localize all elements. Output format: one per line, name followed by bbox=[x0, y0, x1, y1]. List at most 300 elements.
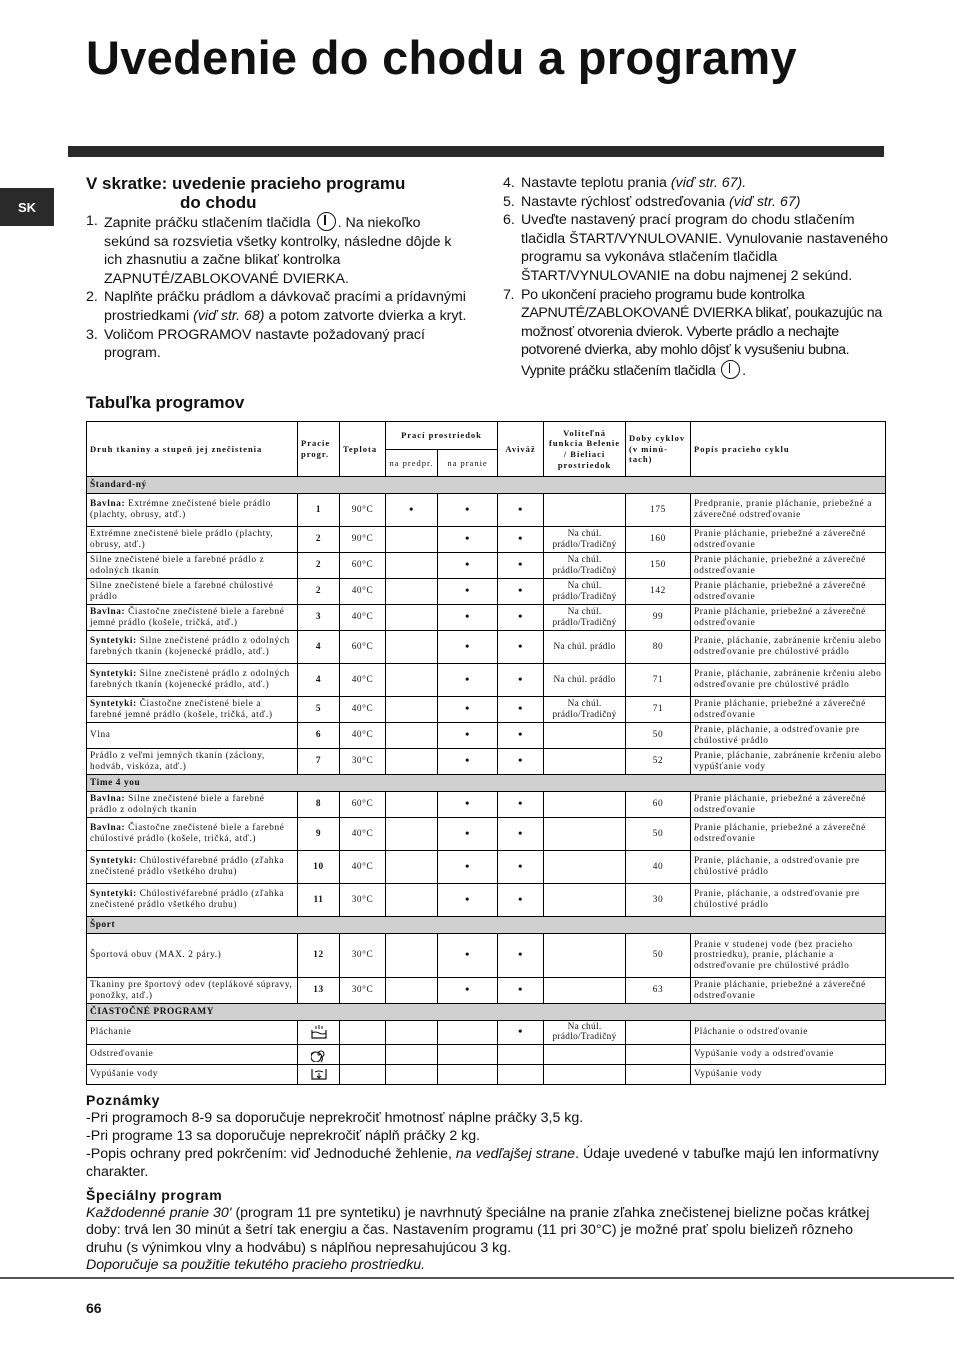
rinse-icon bbox=[298, 1021, 340, 1045]
notes-heading: Poznámky bbox=[86, 1092, 161, 1108]
table-row bbox=[87, 934, 886, 978]
bullet-mark: • bbox=[465, 531, 470, 546]
duration: 160 bbox=[626, 527, 691, 553]
wash-cell bbox=[438, 749, 498, 775]
fabric-category: Syntetyki: bbox=[90, 636, 137, 647]
fabric-cell: Pláchanie bbox=[87, 1021, 298, 1045]
description: Vypúšanie vody a odstreďovanie bbox=[691, 1044, 886, 1064]
steps-list-1 bbox=[86, 212, 470, 363]
header-program: Pracie progr. bbox=[298, 422, 340, 477]
table-row bbox=[87, 1044, 886, 1064]
bullet-mark: • bbox=[465, 796, 470, 811]
bullet-mark: • bbox=[518, 982, 523, 997]
duration: 30 bbox=[626, 884, 691, 917]
bullet-mark: • bbox=[465, 825, 470, 840]
fabric-text: Čiastočne znečistené biele a farebné jemné prádlo (košele, tričká, atď.) bbox=[90, 698, 273, 720]
description: Pranie, pláchanie, a odstreďovanie pre chúlostivé prádlo bbox=[691, 884, 886, 917]
header-option: Voliteľná funkcia Belenie / Bieliaci prostriedok bbox=[544, 422, 626, 477]
description: Pláchanie o odstreďovanie bbox=[691, 1021, 886, 1045]
bullet-mark: • bbox=[465, 891, 470, 906]
softener-cell bbox=[498, 1021, 544, 1045]
option-cell: Na chúl. prádlo/Tradičný bbox=[544, 1021, 626, 1045]
special-heading: Špeciálny program bbox=[86, 1187, 223, 1203]
wash-cell bbox=[438, 934, 498, 978]
prewash-cell bbox=[386, 978, 438, 1004]
bullet-mark: • bbox=[518, 1024, 523, 1039]
wash-cell bbox=[438, 723, 498, 749]
softener-cell bbox=[498, 664, 544, 697]
softener-cell bbox=[498, 697, 544, 723]
fabric-cell bbox=[87, 664, 298, 697]
temperature: 40°C bbox=[340, 818, 386, 851]
temperature bbox=[340, 1021, 386, 1045]
table-row bbox=[87, 851, 886, 884]
prewash-cell bbox=[386, 884, 438, 917]
fabric-text: Silne znečistené prádlo z odolných farebných tkanín (kojenecké prádlo, atď.) bbox=[90, 636, 290, 657]
duration: 52 bbox=[626, 749, 691, 775]
duration: 63 bbox=[626, 978, 691, 1004]
duration: 50 bbox=[626, 818, 691, 851]
description: Pranie v studenej vode (bez pracieho prostriedku), pranie, pláchanie a odstreďovanie pre chúlostivé prádlo bbox=[691, 934, 886, 978]
duration bbox=[626, 1064, 691, 1084]
table-row bbox=[87, 792, 886, 818]
temperature: 90°C bbox=[340, 527, 386, 553]
duration: 142 bbox=[626, 579, 691, 605]
footer-rule bbox=[0, 1277, 954, 1279]
description: Pranie pláchanie, priebežné a záverečné odstreďovanie bbox=[691, 553, 886, 579]
fabric-cell bbox=[87, 818, 298, 851]
softener-cell bbox=[498, 884, 544, 917]
fabric-text: Silne znečistené biele a farebné prádlo z odolných tkanín bbox=[90, 554, 265, 576]
description: Pranie, pláchanie, a odstreďovanie pre chúlostivé prádlo bbox=[691, 851, 886, 884]
bullet-mark: • bbox=[518, 796, 523, 811]
prewash-cell bbox=[386, 579, 438, 605]
softener-cell bbox=[498, 1064, 544, 1084]
prewash-cell bbox=[386, 664, 438, 697]
fabric-category: Bavlna: bbox=[90, 793, 126, 804]
fabric-cell: Odstreďovanie bbox=[87, 1044, 298, 1064]
step-6: 6. Uveďte nastavený prací program do chodu stlačením tlačidla ŠTART/VYNULOVANIE. Vynulovanie nastaveného programu sa vykonáva stlačením tlačidla ŠTART/VYNULOVANIE na dobu najmenej 2 sekúnd. bbox=[503, 212, 888, 284]
description: Pranie, pláchanie, a odstreďovanie pre chúlostivé prádlo bbox=[691, 723, 886, 749]
bullet-mark: • bbox=[465, 638, 470, 653]
option-cell bbox=[544, 494, 626, 527]
description: Pranie, pláchanie, zabránenie krčeniu alebo odstreďovanie pre chúlostivé prádlo bbox=[691, 664, 886, 697]
description: Predpranie, pranie pláchanie, priebežné a záverečné odstreďovanie bbox=[691, 494, 886, 527]
duration: 80 bbox=[626, 631, 691, 664]
header-description: Popis pracieho cyklu bbox=[691, 422, 886, 477]
fabric-cell bbox=[87, 605, 298, 631]
page-number: 66 bbox=[86, 1300, 102, 1316]
duration: 175 bbox=[626, 494, 691, 527]
section-label: Time 4 you bbox=[87, 775, 886, 792]
prewash-cell bbox=[386, 792, 438, 818]
bullet-mark: • bbox=[518, 557, 523, 572]
power-icon bbox=[317, 212, 336, 231]
fabric-text: Silne znečistené prádlo z odolných farebných tkanín (kojenecké prádlo, atď.) bbox=[90, 669, 290, 690]
program-number: 11 bbox=[298, 884, 340, 917]
fabric-category: Syntetyki: bbox=[90, 856, 137, 867]
step-3: 3. Voličom PROGRAMOV nastavte požadovaný prací program. bbox=[86, 326, 425, 362]
duration: 71 bbox=[626, 697, 691, 723]
program-number: 7 bbox=[298, 749, 340, 775]
header-temperature: Teplota bbox=[340, 422, 386, 477]
bullet-mark: • bbox=[465, 609, 470, 624]
wash-cell bbox=[438, 978, 498, 1004]
header-prewash: na predpr. bbox=[386, 450, 438, 477]
option-cell bbox=[544, 1044, 626, 1064]
duration bbox=[626, 1021, 691, 1045]
fabric-cell bbox=[87, 723, 298, 749]
bullet-mark: • bbox=[409, 501, 414, 516]
step-7: 7. Po ukončení pracieho programu bude kontrolka ZAPNUTÉ/ZABLOKOVANÉ DVIERKA blikať, poukazujúc na možnosť otvorenia dvierok. Vyberte prádlo a nechajte potvorené dvierka, aby mohlo dôjsť k vysušeniu bubna. Vypnite práčku stlačením tlačidla . bbox=[503, 286, 882, 379]
duration: 150 bbox=[626, 553, 691, 579]
prewash-cell bbox=[386, 851, 438, 884]
softener-cell bbox=[498, 1044, 544, 1064]
fabric-text: Čiastočne znečistené biele a farebné jemné prádlo (košele, tričká, atď.) bbox=[90, 606, 285, 628]
fabric-cell bbox=[87, 494, 298, 527]
step-5: 5. Nastavte rýchlosť odstreďovania (viď str. 67) bbox=[503, 193, 801, 210]
temperature bbox=[340, 1064, 386, 1084]
fabric-text: Extrémne znečistené biele prádlo (plachty, obrusy, atď.) bbox=[90, 499, 271, 520]
section-row bbox=[87, 775, 886, 792]
quick-start-heading-line1: V skratke: uvedenie pracieho programu bbox=[86, 174, 406, 193]
program-number: 4 bbox=[298, 664, 340, 697]
description: Pranie, pláchanie, zabránenie krčeniu alebo odstreďovanie pre chúlostivé prádlo bbox=[691, 631, 886, 664]
power-icon bbox=[721, 360, 740, 379]
table-row bbox=[87, 818, 886, 851]
notes bbox=[86, 1091, 886, 1181]
wash-cell bbox=[438, 605, 498, 631]
bullet-mark: • bbox=[518, 753, 523, 768]
softener-cell bbox=[498, 605, 544, 631]
option-cell: Na chúl. prádlo/Tradičný bbox=[544, 579, 626, 605]
bullet-mark: • bbox=[518, 609, 523, 624]
quick-start-heading-line2: do chodu bbox=[180, 193, 257, 212]
softener-cell bbox=[498, 723, 544, 749]
prewash-cell bbox=[386, 749, 438, 775]
fabric-text: Čiastočne znečistené biele a farebné chúlostivé prádlo (košele, tričká, atď.) bbox=[90, 823, 285, 844]
duration: 71 bbox=[626, 664, 691, 697]
steps-list-2 bbox=[503, 174, 891, 381]
description: Vypúšanie vody bbox=[691, 1064, 886, 1084]
section-label: ČIASTOČNÉ PROGRAMY bbox=[87, 1004, 886, 1021]
wash-cell bbox=[438, 851, 498, 884]
wash-cell bbox=[438, 697, 498, 723]
drain-icon bbox=[298, 1064, 340, 1084]
page-title: Uvedenie do chodu a programy bbox=[86, 31, 797, 84]
table-header-row bbox=[87, 422, 886, 450]
bullet-mark: • bbox=[518, 727, 523, 742]
header-wash: na pranie bbox=[438, 450, 498, 477]
program-number: 12 bbox=[298, 934, 340, 978]
step-2: 2. Naplňte práčku prádlom a dávkovač pracími a prídavnými prostriedkami (viď str. 68) a potom zatvorte dvierka a kryt. bbox=[86, 289, 467, 324]
description: Pranie pláchanie, priebežné a záverečné odstreďovanie bbox=[691, 605, 886, 631]
softener-cell bbox=[498, 978, 544, 1004]
option-cell bbox=[544, 978, 626, 1004]
table-row bbox=[87, 978, 886, 1004]
bullet-mark: • bbox=[518, 531, 523, 546]
table-row bbox=[87, 723, 886, 749]
quick-start-heading bbox=[86, 174, 470, 212]
prewash-cell bbox=[386, 1064, 438, 1084]
prewash-cell bbox=[386, 1044, 438, 1064]
fabric-category: Syntetyki: bbox=[90, 889, 137, 900]
bullet-mark: • bbox=[465, 501, 470, 516]
description: Pranie pláchanie, priebežné a záverečné odstreďovanie bbox=[691, 978, 886, 1004]
softener-cell bbox=[498, 749, 544, 775]
program-number: 2 bbox=[298, 579, 340, 605]
description: Pranie pláchanie, priebežné a záverečné odstreďovanie bbox=[691, 818, 886, 851]
header-duration: Doby cyklov (v minú-tach) bbox=[626, 422, 691, 477]
option-cell bbox=[544, 723, 626, 749]
fabric-cell: Vypúšanie vody bbox=[87, 1064, 298, 1084]
wash-cell bbox=[438, 494, 498, 527]
fabric-category: Bavlna: bbox=[90, 606, 126, 617]
bullet-mark: • bbox=[465, 671, 470, 686]
section-label: Štandard-ný bbox=[87, 477, 886, 494]
wash-cell bbox=[438, 792, 498, 818]
fabric-text: Chúlostivéfarebné prádlo (zľahka znečistené prádlo všetkého druhu) bbox=[90, 856, 285, 877]
softener-cell bbox=[498, 934, 544, 978]
option-cell: Na chúl. prádlo/Tradičný bbox=[544, 553, 626, 579]
description: Pranie pláchanie, priebežné a záverečné odstreďovanie bbox=[691, 792, 886, 818]
prewash-cell bbox=[386, 605, 438, 631]
option-cell: Na chúl. prádlo bbox=[544, 631, 626, 664]
special-program bbox=[86, 1187, 886, 1275]
section-row bbox=[87, 477, 886, 494]
section-row bbox=[87, 917, 886, 934]
bullet-mark: • bbox=[465, 583, 470, 598]
prewash-cell bbox=[386, 723, 438, 749]
temperature: 40°C bbox=[340, 851, 386, 884]
program-number: 2 bbox=[298, 527, 340, 553]
table-title: Tabuľka programov bbox=[86, 393, 245, 412]
duration: 50 bbox=[626, 723, 691, 749]
note-line: -Pri programe 13 sa doporučuje neprekročiť náplň práčky 2 kg. bbox=[86, 1128, 481, 1144]
table-row bbox=[87, 697, 886, 723]
prewash-cell bbox=[386, 697, 438, 723]
fabric-text: Silne znečistené biele a farebné chúlostivé prádlo bbox=[90, 580, 274, 602]
bullet-mark: • bbox=[518, 891, 523, 906]
bullet-mark: • bbox=[518, 825, 523, 840]
temperature: 40°C bbox=[340, 579, 386, 605]
prewash-cell bbox=[386, 631, 438, 664]
table-row bbox=[87, 527, 886, 553]
fabric-category: Syntetyki: bbox=[90, 698, 137, 709]
step-1: 1. Zapnite práčku stlačením tlačidla . Na niekoľko sekúnd sa rozsvietia všetky kontrolky, následne dôjde k ich zhasnutiu a začne blikať kontrolka ZAPNUTÉ/ZABLOKOVANÉ DVIERKA. bbox=[86, 213, 452, 287]
prewash-cell bbox=[386, 553, 438, 579]
bullet-mark: • bbox=[465, 727, 470, 742]
note-line-iron: -Popis ochrany pred pokrčením: viď Jednoduché žehlenie, na vedľajšej strane. Údaje uvedené v tabuľke majú len informatívny charakter. bbox=[86, 1146, 879, 1180]
program-number: 10 bbox=[298, 851, 340, 884]
header-rule bbox=[68, 146, 884, 157]
bullet-mark: • bbox=[518, 583, 523, 598]
temperature bbox=[340, 1044, 386, 1064]
bullet-mark: • bbox=[518, 701, 523, 716]
table-row bbox=[87, 1064, 886, 1084]
wash-cell bbox=[438, 1064, 498, 1084]
temperature: 40°C bbox=[340, 664, 386, 697]
fabric-text: Športová obuv (MAX. 2 páry.) bbox=[90, 950, 222, 961]
option-cell: Na chúl. prádlo/Tradičný bbox=[544, 527, 626, 553]
option-cell bbox=[544, 818, 626, 851]
fabric-cell bbox=[87, 792, 298, 818]
temperature: 60°C bbox=[340, 631, 386, 664]
fabric-cell bbox=[87, 631, 298, 664]
fabric-text: Prádlo z veľmi jemných tkanín (záclony, hodváb, viskóza, atď.) bbox=[90, 750, 265, 772]
softener-cell bbox=[498, 631, 544, 664]
program-number: 6 bbox=[298, 723, 340, 749]
wash-cell bbox=[438, 527, 498, 553]
temperature: 60°C bbox=[340, 553, 386, 579]
program-number: 13 bbox=[298, 978, 340, 1004]
fabric-cell bbox=[87, 851, 298, 884]
fabric-text: Silne znečistené biele a farebné prádlo z odolných tkanín bbox=[90, 793, 265, 815]
program-number: 1 bbox=[298, 494, 340, 527]
temperature: 90°C bbox=[340, 494, 386, 527]
option-cell: Na chúl. prádlo bbox=[544, 664, 626, 697]
description: Pranie pláchanie, priebežné a záverečné odstreďovanie bbox=[691, 697, 886, 723]
wash-cell bbox=[438, 818, 498, 851]
option-cell: Na chúl. prádlo/Tradičný bbox=[544, 697, 626, 723]
wash-cell bbox=[438, 664, 498, 697]
softener-cell bbox=[498, 527, 544, 553]
prewash-cell bbox=[386, 527, 438, 553]
option-cell bbox=[544, 749, 626, 775]
prewash-cell bbox=[386, 934, 438, 978]
program-number: 4 bbox=[298, 631, 340, 664]
special-text: Každodenné pranie 30' (program 11 pre syntetiku) je navrhnutý špeciálne na pranie zľahka znečistenej bielizne počas krátkej doby: trvá len 30 minút a šetrí tak energiu a čas. Nastavením programu (11 pri 30°C) je možné prať spolu bielizeň rôzneho druhu (s výnimkou vlny a hodvábu) s náplňou nepresahujúcou 3 kg. bbox=[86, 1204, 870, 1256]
section-label: Šport bbox=[87, 917, 886, 934]
option-cell bbox=[544, 934, 626, 978]
fabric-cell bbox=[87, 579, 298, 605]
table-row bbox=[87, 605, 886, 631]
duration: 60 bbox=[626, 792, 691, 818]
bullet-mark: • bbox=[465, 701, 470, 716]
bullet-mark: • bbox=[465, 753, 470, 768]
softener-cell bbox=[498, 579, 544, 605]
bullet-mark: • bbox=[518, 638, 523, 653]
fabric-category: Bavlna: bbox=[90, 499, 126, 510]
option-cell bbox=[544, 792, 626, 818]
temperature: 30°C bbox=[340, 934, 386, 978]
softener-cell bbox=[498, 818, 544, 851]
table-row bbox=[87, 884, 886, 917]
duration: 40 bbox=[626, 851, 691, 884]
temperature: 40°C bbox=[340, 605, 386, 631]
fabric-text: Vlna bbox=[90, 730, 111, 741]
softener-cell bbox=[498, 792, 544, 818]
fabric-cell bbox=[87, 978, 298, 1004]
program-number: 2 bbox=[298, 553, 340, 579]
table-row bbox=[87, 553, 886, 579]
section-row bbox=[87, 1004, 886, 1021]
spin-icon bbox=[298, 1044, 340, 1064]
wash-cell bbox=[438, 553, 498, 579]
softener-cell bbox=[498, 851, 544, 884]
header-softener: Aviváž bbox=[498, 422, 544, 477]
table-row bbox=[87, 494, 886, 527]
quick-start-left bbox=[86, 174, 470, 363]
quick-start-right bbox=[503, 174, 891, 381]
program-number: 8 bbox=[298, 792, 340, 818]
description: Pranie pláchanie, priebežné a záverečné odstreďovanie bbox=[691, 579, 886, 605]
wash-cell bbox=[438, 884, 498, 917]
fabric-cell bbox=[87, 884, 298, 917]
temperature: 30°C bbox=[340, 884, 386, 917]
fabric-cell bbox=[87, 934, 298, 978]
temperature: 40°C bbox=[340, 697, 386, 723]
temperature: 30°C bbox=[340, 978, 386, 1004]
table-row bbox=[87, 631, 886, 664]
wash-cell bbox=[438, 579, 498, 605]
fabric-text: Extrémne znečistené biele prádlo (plachty, obrusy, atď.) bbox=[90, 528, 274, 550]
program-number: 5 bbox=[298, 697, 340, 723]
bullet-mark: • bbox=[465, 557, 470, 572]
table-row bbox=[87, 579, 886, 605]
bullet-mark: • bbox=[465, 947, 470, 962]
temperature: 40°C bbox=[340, 723, 386, 749]
prewash-cell bbox=[386, 1021, 438, 1045]
softener-cell bbox=[498, 494, 544, 527]
bullet-mark: • bbox=[518, 671, 523, 686]
duration bbox=[626, 1044, 691, 1064]
fabric-cell bbox=[87, 527, 298, 553]
bullet-mark: • bbox=[518, 501, 523, 516]
table-row bbox=[87, 1021, 886, 1045]
table-row bbox=[87, 749, 886, 775]
program-number: 9 bbox=[298, 818, 340, 851]
step-4: 4. Nastavte teplotu prania (viď str. 67). bbox=[503, 175, 747, 191]
fabric-category: Syntetyki: bbox=[90, 669, 137, 680]
option-cell bbox=[544, 851, 626, 884]
temperature: 30°C bbox=[340, 749, 386, 775]
wash-cell bbox=[438, 631, 498, 664]
option-cell bbox=[544, 1064, 626, 1084]
fabric-cell bbox=[87, 553, 298, 579]
language-tab: SK bbox=[0, 188, 54, 226]
wash-cell bbox=[438, 1021, 498, 1045]
fabric-category: Bavlna: bbox=[90, 823, 126, 834]
bullet-mark: • bbox=[465, 982, 470, 997]
program-number: 3 bbox=[298, 605, 340, 631]
bullet-mark: • bbox=[518, 947, 523, 962]
fabric-text: Chúlostivéfarebné prádlo (zľahka znečistené prádlo všetkého druhu) bbox=[90, 889, 285, 910]
description: Pranie pláchanie, priebežné a záverečné odstreďovanie bbox=[691, 527, 886, 553]
bullet-mark: • bbox=[465, 858, 470, 873]
wash-cell bbox=[438, 1044, 498, 1064]
programs-table bbox=[86, 421, 886, 1085]
temperature: 60°C bbox=[340, 792, 386, 818]
header-detergent: Prací prostriedok bbox=[386, 422, 498, 450]
description: Pranie, pláchanie, zabránenie krčeniu alebo vypúšťanie vody bbox=[691, 749, 886, 775]
softener-cell bbox=[498, 553, 544, 579]
special-tail: Doporučuje sa použitie tekutého pracieho prostriedku. bbox=[86, 1257, 426, 1274]
duration: 50 bbox=[626, 934, 691, 978]
prewash-cell bbox=[386, 818, 438, 851]
option-cell: Na chúl. prádlo/Tradičný bbox=[544, 605, 626, 631]
table-row bbox=[87, 664, 886, 697]
note-line: -Pri programoch 8-9 sa doporučuje neprekročiť hmotnosť náplne práčky 3,5 kg. bbox=[86, 1110, 584, 1126]
prewash-cell bbox=[386, 494, 438, 527]
fabric-cell bbox=[87, 697, 298, 723]
duration: 99 bbox=[626, 605, 691, 631]
option-cell bbox=[544, 884, 626, 917]
fabric-cell bbox=[87, 749, 298, 775]
header-type: Druh tkaniny a stupeň jej znečistenia bbox=[87, 422, 298, 477]
fabric-text: Tkaniny pre športový odev (teplákové súpravy, ponožky, atď.) bbox=[90, 979, 293, 1001]
bullet-mark: • bbox=[518, 858, 523, 873]
